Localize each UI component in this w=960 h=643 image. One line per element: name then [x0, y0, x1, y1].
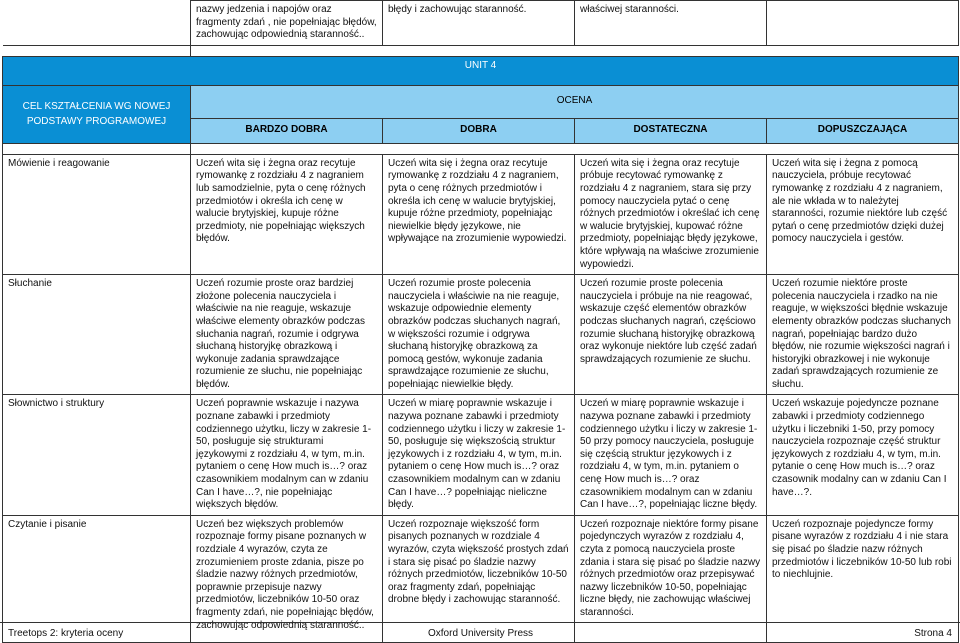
criteria-cell: Uczeń rozumie proste polecenia nauczyciela i właściwie na nie reaguje, wskazuje odpowiednie elementy obrazków podczas słuchanych nagrań, w większości rozumie i odgrywa słuchaną historyjkę obrazkową za pomocą gestów, wykonuje zadania sprawdzające rozumienie ze słuchu, popełniając niewielkie błędy.: [383, 275, 575, 395]
criteria-cell: Uczeń w miarę poprawnie wskazuje i nazywa poznane zabawki i przedmioty codziennego użytku i liczy w zakresie 1-50 przy pomocy nauczyciela, posługuje się częścią struktur językowych i z rozdziału 4, w tym, m.in. pytaniem o cenę How much is…? oraz czasownikiem modalnym can w zdaniu Can I have…?, popełniając liczne błędy.: [575, 395, 767, 515]
criteria-table: [2, 0, 959, 643]
footer-title: Treetops 2: kryteria oceny: [8, 628, 124, 639]
criteria-cell: Uczeń wita się i żegna z pomocą nauczyciela, próbuje recytować rymowankę z rozdziału 4 z nagraniem, ale nie wkłada w to należytej staranności, rozumie niektóre lub część pytań o cenę przedmiotów dzięki dużej pomocy nauczyciela i gestów.: [767, 154, 959, 274]
criteria-cell: Uczeń rozpoznaje pojedyncze formy pisane wyrazów z rozdziału 4 i nie stara się pisać po śladzie nazw różnych przedmiotów i liczebników 10-50 lub robi to niechlujnie.: [767, 515, 959, 642]
continuation-empty: [3, 1, 191, 46]
header-level-satisfactory: DOSTATECZNA: [575, 118, 767, 143]
header-level-sufficient: DOPUSZCZAJĄCA: [767, 118, 959, 143]
table-row: [3, 275, 959, 395]
criteria-cell: Uczeń rozumie niektóre proste polecenia nauczyciela i rzadko na nie reaguje, w większości błędnie wskazuje elementy obrazków podczas słuchanych nagrań, popełniając bardzo dużo błędów, nie rozumie większości nagrań i historyjki obrazkowej i nie wykonuje zadań sprawdzających rozumienie ze słuchu.: [767, 275, 959, 395]
unit-title: UNIT 4: [3, 56, 959, 85]
table-row: [3, 154, 959, 274]
page-footer: [0, 622, 960, 642]
criteria-cell: Uczeń rozumie proste polecenia nauczyciela i próbuje na nie reagować, wskazuje część elementów obrazków podczas słuchanych nagrań, częściowo rozumie słuchaną historyjkę obrazkową oraz wykonuje niektóre lub część zadań sprawdzających rozumienie ze słuchu.: [575, 275, 767, 395]
criteria-cell: Uczeń wskazuje pojedyncze poznane zabawki i przedmioty codziennego użytku i liczebniki 1-50, przy pomocy nauczyciela rozpoznaje część struktur językowych z rozdziału 4, w tym, m.in. pytanie o cenę How much is…? oraz czasownik modalny can w zdaniu Can I have…?.: [767, 395, 959, 515]
header-level-good: DOBRA: [383, 118, 575, 143]
row-label: Słownictwo i struktury: [3, 395, 191, 515]
row-label: Czytanie i pisanie: [3, 515, 191, 642]
header-learning-goal: CEL KSZTAŁCENIA WG NOWEJ PODSTAWY PROGRAMOWEJ: [3, 85, 191, 143]
criteria-cell: Uczeń w miarę poprawnie wskazuje i nazywa poznane zabawki i przedmioty codziennego użytku i liczy w zakresie 1-50, posługuje się większością struktur językowych i z rozdziału 4, w tym, m.in. pytaniem o cenę How much is…? oraz czasownikiem modalnym can w zdaniu Can I have…? popełniając nieliczne błędy.: [383, 395, 575, 515]
criteria-cell: Uczeń bez większych problemów rozpoznaje formy pisane poznanych w rozdziale 4 wyrazów, czyta ze zrozumieniem proste zdania, pisze po śladzie nazwy różnych przedmiotów, poprawnie przepisuje nazwy przedmiotów, liczebników 10-50 oraz fragmenty zdań, nie popełniając błędów, zachowując odpowiednią staranność..: [191, 515, 383, 642]
continuation-row: [3, 1, 959, 46]
criteria-cell: Uczeń wita się i żegna oraz recytuje próbuje recytować rymowankę z rozdziału 4 z nagraniem, stara się przy pomocy nauczyciela pytać o cenę różnych przedmiotów i określać ich cenę w walucie brytyjskiej, kupować różne przedmioty, popełniając błędy językowe, które wpływają na właściwe zrozumienie wypowiedzi.: [575, 154, 767, 274]
unit-title-row: [3, 56, 959, 85]
criteria-cell: Uczeń poprawnie wskazuje i nazywa poznane zabawki i przedmioty codziennego użytku, liczy w zakresie 1-50, posługuje się strukturami językowymi z rozdziału 4, w tym, m.in. pytaniem o cenę How much is…? oraz czasownikiem modalnym can w zdaniu Can I have…?, nie popełniając większych błędów.: [191, 395, 383, 515]
table-row: [3, 395, 959, 515]
row-label: Mówienie i reagowanie: [3, 154, 191, 274]
continuation-cell: [767, 1, 959, 46]
header-level-very-good: BARDZO DOBRA: [191, 118, 383, 143]
criteria-cell: Uczeń rozpoznaje niektóre formy pisane pojedynczych wyrazów z rozdziału 4, czyta z pomocą nauczyciela proste zdania i stara się pisać po śladzie nazwy różnych przedmiotów oraz przepisywać nazwy liczebników 10-50, popełniając liczne błędy, nie zachowując właściwej staranności.: [575, 515, 767, 642]
criteria-cell: Uczeń wita się i żegna oraz recytuje rymowankę z rozdziału 4 z nagraniem lub samodzielnie, pyta o cenę różnych przedmiotów i określa ich cenę w walucie brytyjskiej, kupuje różne przedmioty, nie popełniając większych błędów.: [191, 154, 383, 274]
criteria-cell: Uczeń wita się i żegna oraz recytuje rymowankę z rozdziału 4 z nagraniem, pyta o cenę różnych przedmiotów i określa ich cenę w walucie brytyjskiej, kupuje różne przedmioty, popełniając niewielkie błędy językowe, nie wpływające na zrozumienie wypowiedzi.: [383, 154, 575, 274]
continuation-cell: nazwy jedzenia i napojów oraz fragmenty zdań , nie popełniając błędów, zachowując odpowiednią staranność..: [191, 1, 383, 46]
row-label: Słuchanie: [3, 275, 191, 395]
header-grade: OCENA: [191, 85, 959, 118]
footer-page-number: Strona 4: [914, 628, 952, 639]
continuation-cell: błędy i zachowując staranność.: [383, 1, 575, 46]
footer-publisher: Oxford University Press: [428, 628, 534, 639]
criteria-cell: Uczeń rozumie proste oraz bardziej złożone polecenia nauczyciela i właściwie na nie reaguje, wskazuje właściwe elementy obrazków podczas słuchania nagrań, rozumie i odgrywa słuchaną historyjkę obrazkową i wykonuje zadania sprawdzające rozumienie ze słuchu, nie popełniając błędów.: [191, 275, 383, 395]
criteria-cell: Uczeń rozpoznaje większość form pisanych poznanych w rozdziale 4 wyrazów, czyta większość prostych zdań i stara się pisać po śladzie nazwy różnych przedmiotów, liczebników 10-50 oraz fragmenty zdań, popełniając drobne błędy i zachowując staranność.: [383, 515, 575, 642]
continuation-cell: właściwej staranności.: [575, 1, 767, 46]
